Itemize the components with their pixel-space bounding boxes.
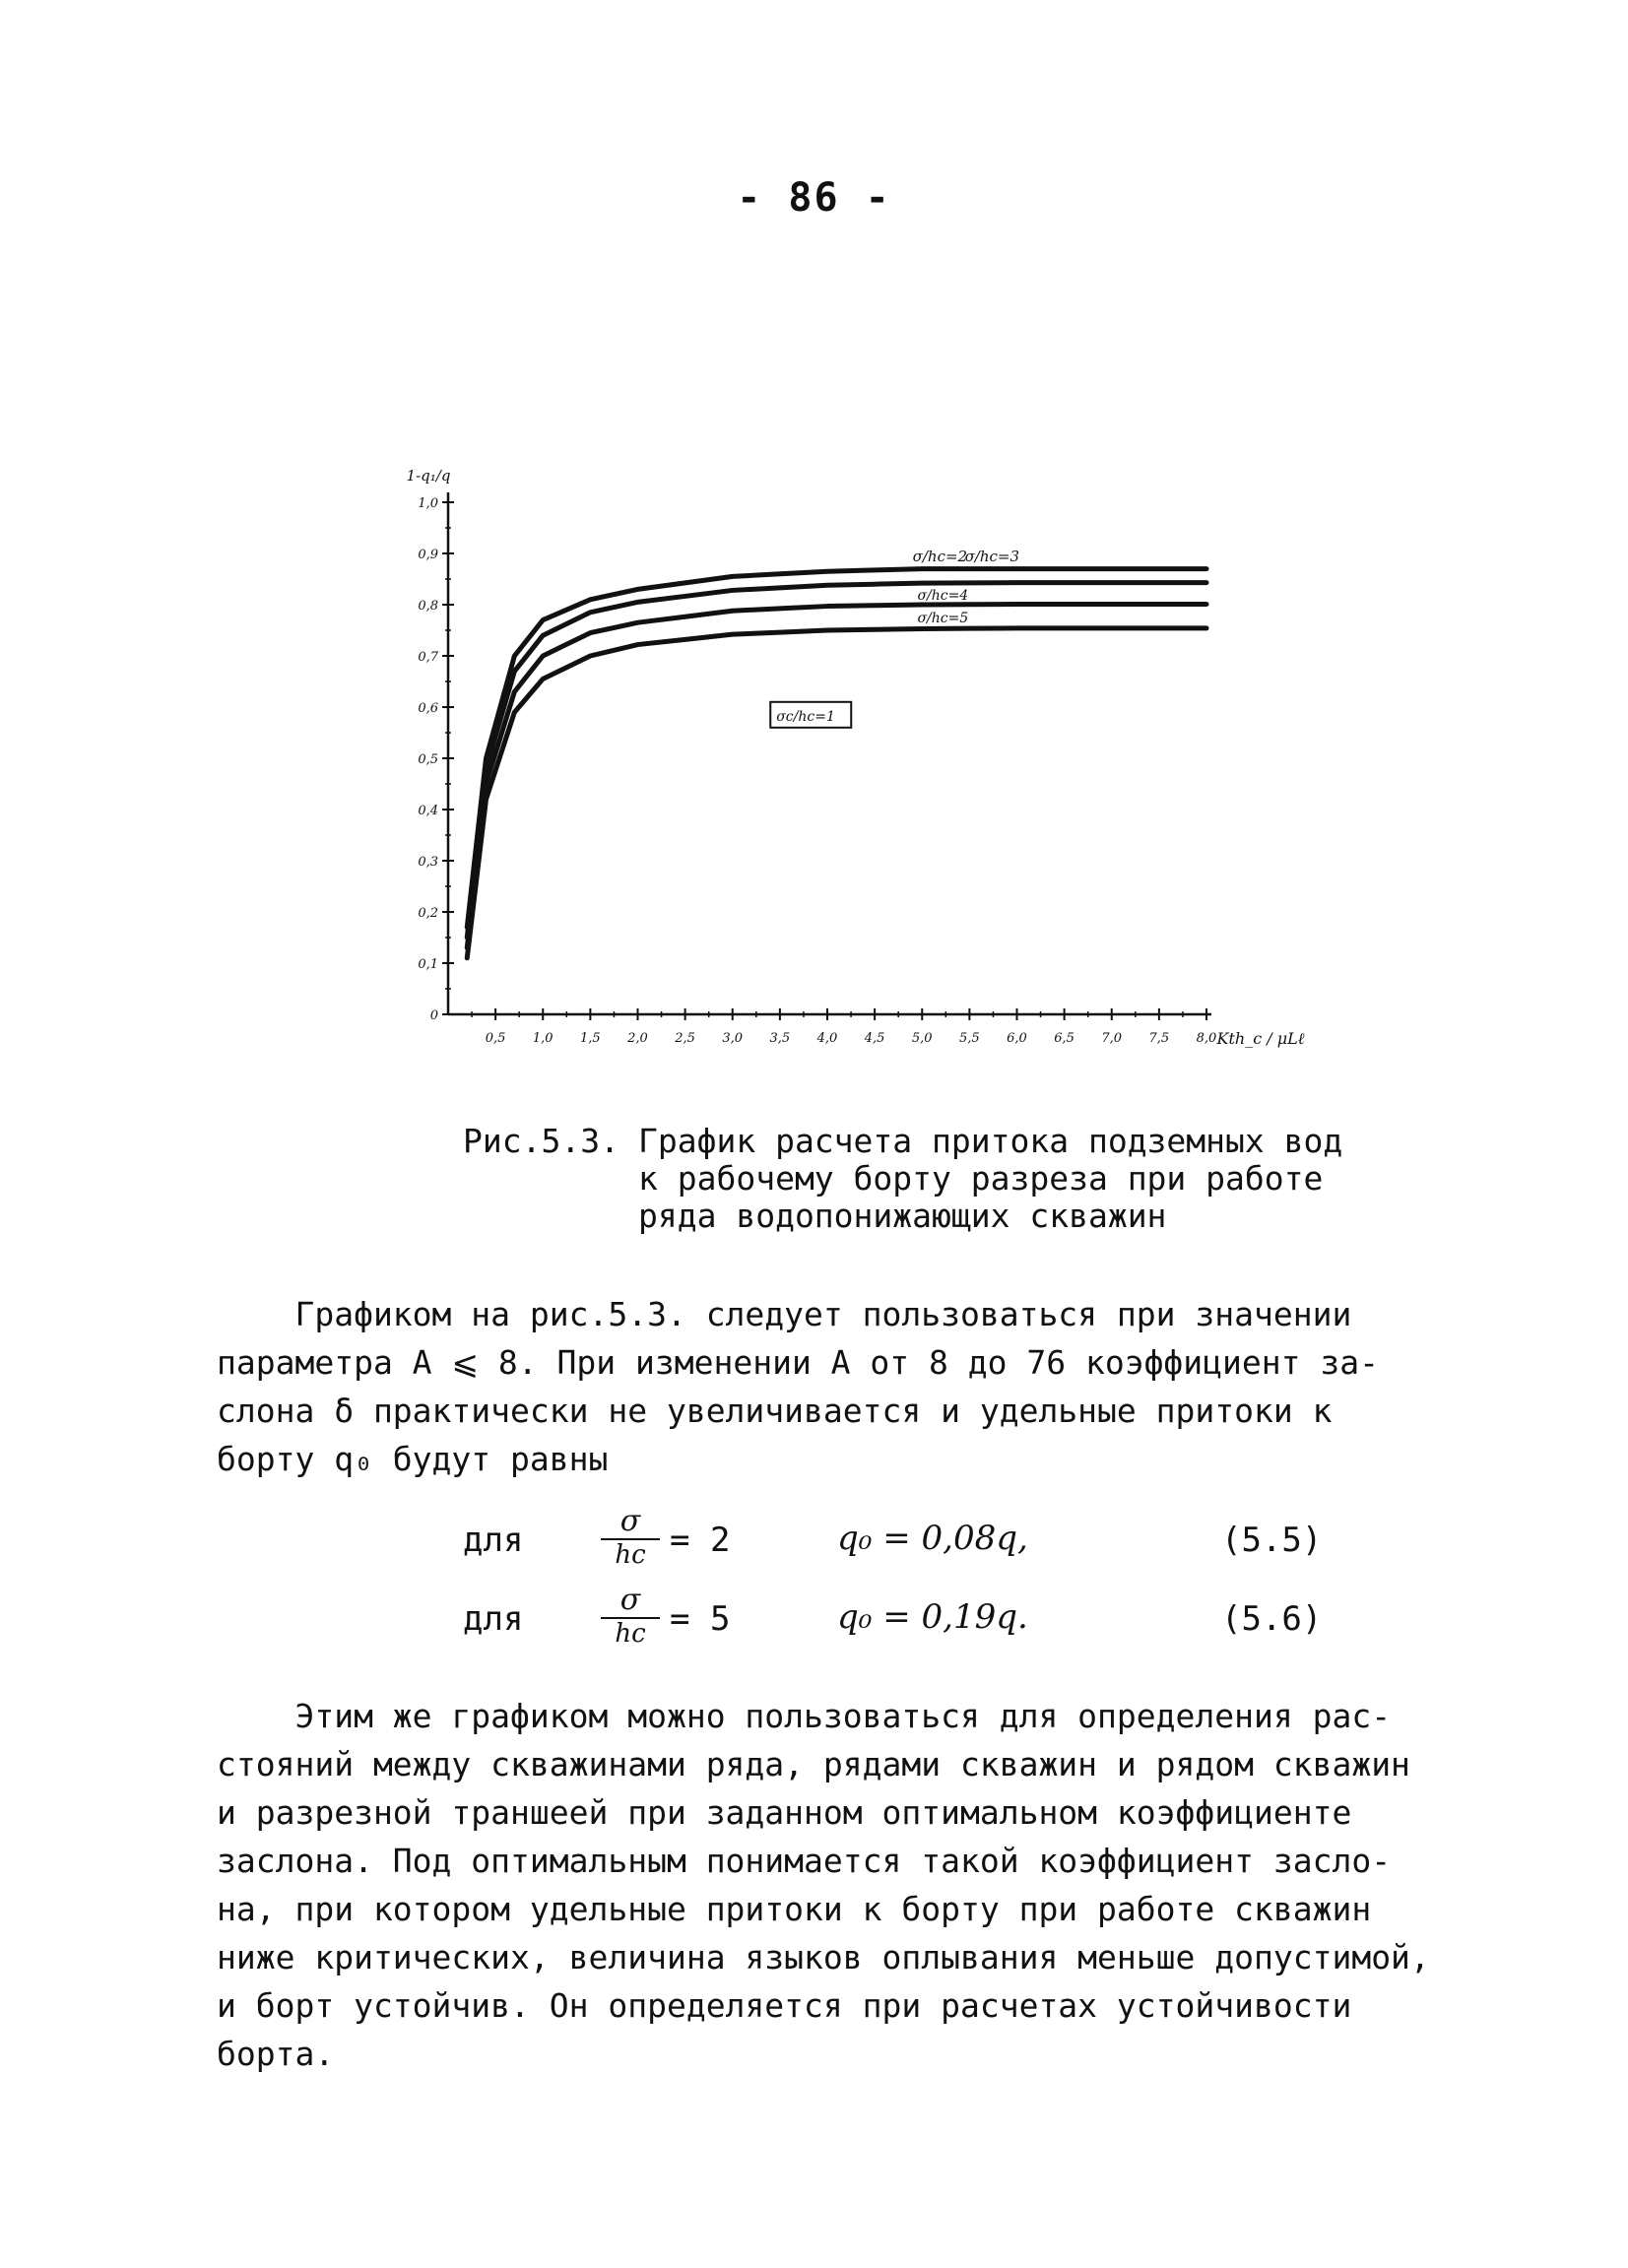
x-axis-label: Kth_c / μLℓ bbox=[1216, 1029, 1305, 1048]
eq-condition-word: для bbox=[463, 1521, 524, 1560]
page-number: - 86 - bbox=[737, 175, 891, 221]
chart-ticks bbox=[418, 496, 1216, 1046]
y-tick-label: 0,5 bbox=[418, 752, 438, 767]
eq-fraction bbox=[601, 1584, 660, 1649]
text-line: ниже критических, величина языков оплывания меньше допустимой, bbox=[217, 1938, 1430, 1976]
eq-condition-word: для bbox=[463, 1599, 524, 1639]
series-line-2 bbox=[467, 583, 1206, 938]
text-line: и разрезной траншеей при заданном оптимальном коэффициенте bbox=[217, 1793, 1352, 1832]
annotation-ratio-3: σ/hc=3 bbox=[964, 547, 1020, 565]
text-line: параметра А ⩽ 8. При изменении А от 8 до 76 коэффициент за- bbox=[217, 1343, 1379, 1382]
series-line-3 bbox=[467, 604, 1206, 947]
x-tick-label: 3,5 bbox=[769, 1031, 791, 1046]
text-line: Графиком на рис.5.3. следует пользоваться при значении bbox=[217, 1295, 1352, 1333]
eq-inflow: q₀ = 0,19q. bbox=[837, 1597, 1028, 1637]
x-tick-label: 3,0 bbox=[722, 1031, 744, 1046]
eq-ratio-value: = 2 bbox=[670, 1521, 731, 1560]
series-line-1 bbox=[467, 569, 1206, 928]
eq-numerator: σ bbox=[601, 1505, 660, 1540]
eq-denominator: hc bbox=[615, 1540, 646, 1570]
text-line: борта. bbox=[217, 2035, 335, 2073]
annotation-ratio-2: σ/hc=2 bbox=[912, 547, 968, 565]
text-line: заслона. Под оптимальным понимается такой коэффициент засло- bbox=[217, 1842, 1392, 1880]
y-tick-label: 0,8 bbox=[418, 599, 438, 614]
text-line: на, при котором удельные притоки к борту при работе скважин bbox=[217, 1890, 1372, 1928]
y-tick-label: 0,3 bbox=[418, 855, 438, 870]
y-tick-label: 0,6 bbox=[418, 701, 438, 716]
x-tick-label: 2,5 bbox=[675, 1031, 695, 1046]
annotation-ratio-5: σ/hc=5 bbox=[917, 611, 969, 627]
eq-ratio-value: = 5 bbox=[670, 1599, 731, 1639]
x-tick-label: 0,5 bbox=[485, 1031, 506, 1046]
x-tick-label: 7,5 bbox=[1148, 1031, 1170, 1046]
text-line: и борт устойчив. Он определяется при расчетах устойчивости bbox=[217, 1986, 1352, 2025]
text-line: стояний между скважинами ряда, рядами скважин и рядом скважин bbox=[217, 1745, 1410, 1783]
eq-number: (5.5) bbox=[1221, 1521, 1323, 1560]
annotation-ratio-4: σ/hc=4 bbox=[917, 587, 969, 604]
paragraph-1 bbox=[217, 1290, 1399, 1483]
paragraph-2 bbox=[217, 1692, 1430, 2078]
caption-line: ряда водопонижающих скважин bbox=[638, 1197, 1167, 1235]
x-tick-label: 7,0 bbox=[1101, 1031, 1123, 1046]
chart-series bbox=[467, 569, 1206, 958]
caption-line: График расчета притока подземных вод bbox=[638, 1122, 1343, 1160]
x-tick-label: 1,0 bbox=[532, 1031, 554, 1046]
chart-labels bbox=[407, 467, 1305, 1048]
x-tick-label: 4,5 bbox=[864, 1031, 885, 1046]
x-tick-label: 5,0 bbox=[911, 1031, 933, 1046]
y-tick-label: 0,9 bbox=[418, 548, 438, 562]
equation-5-6 bbox=[463, 1584, 1349, 1662]
y-tick-label: 0,7 bbox=[418, 650, 438, 665]
text-line: борту q₀ будут равны bbox=[217, 1440, 609, 1478]
x-tick-label: 8,0 bbox=[1196, 1031, 1217, 1046]
caption-label: Рис.5.3. bbox=[463, 1122, 619, 1160]
x-tick-label: 1,5 bbox=[580, 1031, 601, 1046]
eq-numerator: σ bbox=[601, 1584, 660, 1619]
eq-fraction bbox=[601, 1505, 660, 1570]
eq-inflow: q₀ = 0,08q, bbox=[837, 1519, 1028, 1558]
caption-line: к рабочему борту разреза при работе bbox=[638, 1159, 1324, 1198]
eq-denominator: hc bbox=[615, 1619, 646, 1649]
x-tick-label: 6,0 bbox=[1007, 1031, 1027, 1046]
y-tick-label: 1,0 bbox=[418, 496, 438, 511]
equation-5-5 bbox=[463, 1505, 1349, 1584]
y-tick-label: 0,1 bbox=[418, 957, 438, 972]
text-line: слона δ практически не увеличивается и удельные притоки к bbox=[217, 1392, 1333, 1430]
y-axis-label: 1-q₁/q bbox=[406, 467, 451, 485]
series-line-4 bbox=[467, 628, 1206, 958]
y-tick-label: 0 bbox=[429, 1008, 438, 1023]
x-tick-label: 4,0 bbox=[816, 1031, 838, 1046]
x-tick-label: 6,5 bbox=[1054, 1031, 1074, 1046]
y-tick-label: 0,4 bbox=[418, 804, 438, 818]
x-tick-label: 2,0 bbox=[627, 1031, 648, 1046]
x-tick-label: 5,5 bbox=[959, 1031, 980, 1046]
text-line: Этим же графиком можно пользоваться для определения рас- bbox=[217, 1697, 1392, 1735]
eq-number: (5.6) bbox=[1221, 1599, 1323, 1639]
annotation-ratio-1: σc/hc=1 bbox=[776, 708, 835, 725]
y-tick-label: 0,2 bbox=[418, 906, 438, 921]
inflow-chart bbox=[374, 453, 1320, 1083]
